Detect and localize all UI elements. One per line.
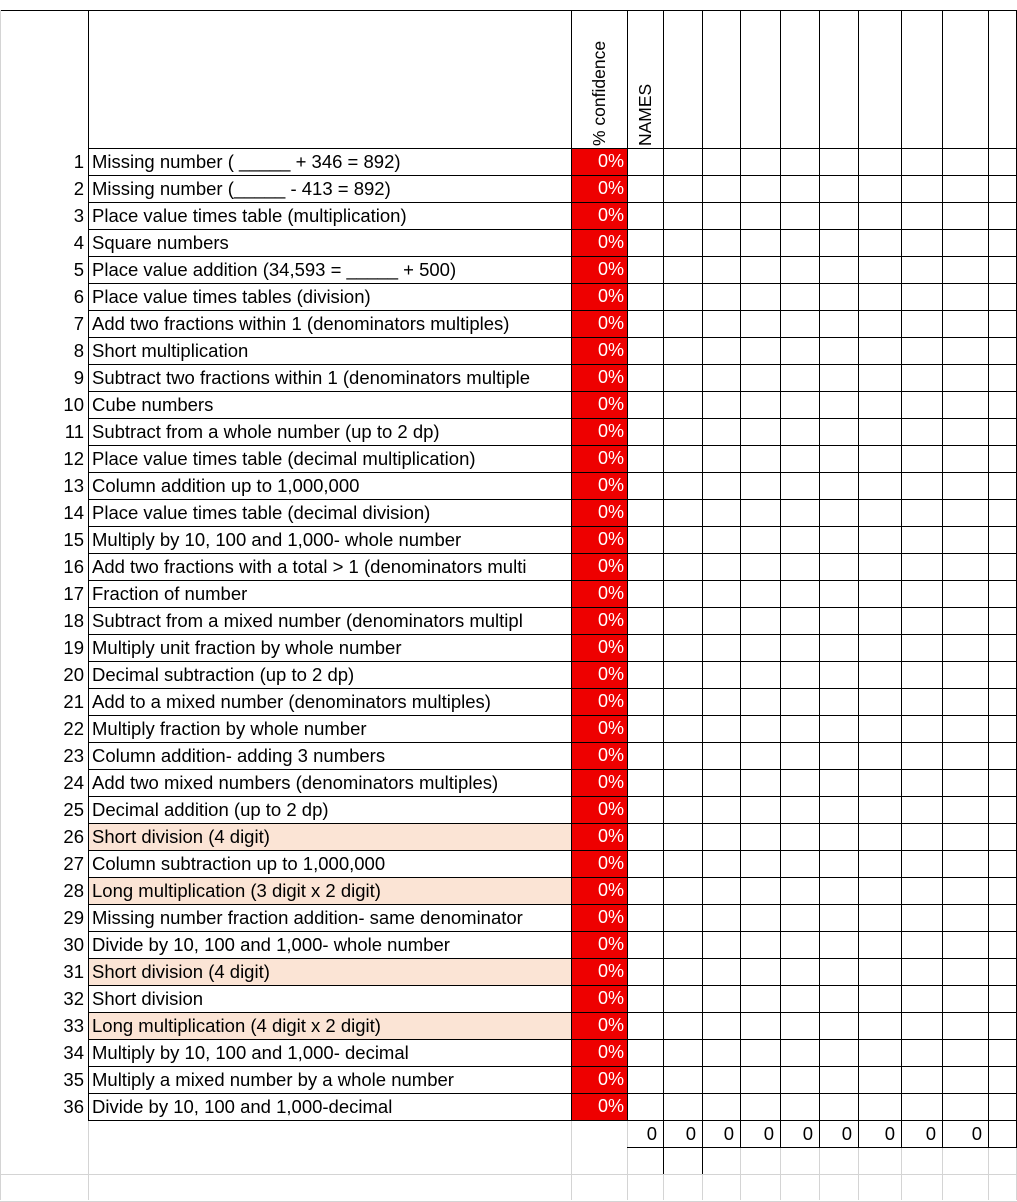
gridline [88, 364, 1017, 365]
confidence-cell[interactable]: 0% [571, 418, 627, 445]
row-number-cell[interactable]: 10 [63, 394, 84, 415]
row-number-cell[interactable]: 13 [63, 475, 84, 496]
confidence-cell[interactable]: 0% [571, 661, 627, 688]
confidence-cell[interactable]: 0% [571, 148, 627, 175]
gridline [819, 10, 820, 1121]
gridline [88, 715, 1017, 716]
gridline [627, 10, 628, 1121]
confidence-cell[interactable]: 0% [571, 499, 627, 526]
confidence-cell[interactable]: 0% [571, 769, 627, 796]
task-cell[interactable]: Add two fractions within 1 (denominators multiples) [92, 313, 510, 334]
confidence-cell[interactable]: 0% [571, 310, 627, 337]
confidence-cell[interactable]: 0% [571, 985, 627, 1012]
row-number-cell[interactable]: 9 [73, 367, 84, 388]
task-cell[interactable]: Fraction of number [92, 583, 248, 604]
gridline [858, 1120, 859, 1148]
task-cell[interactable]: Multiply by 10, 100 and 1,000- whole number [92, 529, 462, 550]
gridline [88, 337, 1017, 338]
gridline [88, 418, 1017, 419]
gridline [0, 10, 1017, 11]
row-number-cell[interactable]: 2 [73, 178, 84, 199]
task-cell[interactable]: Divide by 10, 100 and 1,000- whole number [92, 934, 450, 955]
confidence-cell[interactable]: 0% [571, 931, 627, 958]
confidence-cell[interactable]: 0% [571, 688, 627, 715]
total-cell[interactable]: 0 [646, 1123, 657, 1144]
row-number-cell[interactable]: 7 [73, 313, 84, 334]
gridline [88, 526, 1017, 527]
gridline [702, 1120, 703, 1148]
confidence-cell[interactable]: 0% [571, 796, 627, 823]
gridline [88, 607, 1017, 608]
gridline [88, 499, 1017, 500]
confidence-cell[interactable]: 0% [571, 634, 627, 661]
task-cell[interactable]: Place value times tables (division) [92, 286, 371, 307]
gridline [88, 175, 1017, 176]
confidence-cell[interactable]: 0% [571, 715, 627, 742]
gridline [88, 688, 1017, 689]
gridline [88, 1120, 1017, 1121]
task-cell[interactable]: Subtract two fractions within 1 (denominators multiple [92, 367, 531, 388]
row-number-cell[interactable]: 15 [63, 529, 84, 550]
total-cell[interactable]: 0 [685, 1123, 696, 1144]
header-confidence[interactable]: % confidence [589, 40, 609, 146]
gridline [88, 580, 1017, 581]
task-cell[interactable]: Add two fractions with a total > 1 (denominators multi [92, 556, 527, 577]
confidence-cell[interactable]: 0% [571, 742, 627, 769]
task-cell[interactable]: Cube numbers [92, 394, 214, 415]
task-cell[interactable]: Long multiplication (3 digit x 2 digit) [88, 877, 571, 904]
gridline [88, 958, 1017, 959]
confidence-cell[interactable]: 0% [571, 1093, 627, 1120]
row-number-cell[interactable]: 3 [73, 205, 84, 226]
gridline [88, 1120, 89, 1148]
gridline [740, 1120, 741, 1148]
row-number-cell[interactable]: 6 [73, 286, 84, 307]
row-number-cell[interactable]: 1 [73, 151, 84, 172]
gridline [663, 10, 664, 1121]
task-cell[interactable]: Decimal addition (up to 2 dp) [92, 799, 329, 820]
total-cell[interactable]: 0 [763, 1123, 774, 1144]
gridline [88, 769, 1017, 770]
confidence-cell[interactable]: 0% [571, 580, 627, 607]
gridline [663, 1147, 664, 1174]
row-number-cell[interactable]: 5 [73, 259, 84, 280]
gridline [88, 391, 1017, 392]
task-cell[interactable]: Multiply a mixed number by a whole number [92, 1069, 454, 1090]
row-number-cell[interactable]: 26 [63, 826, 84, 847]
confidence-cell[interactable]: 0% [571, 229, 627, 256]
gridline [88, 877, 1017, 878]
gridline [88, 850, 1017, 851]
gridline [88, 1012, 1017, 1013]
total-cell[interactable]: 0 [841, 1123, 852, 1144]
confidence-cell[interactable]: 0% [571, 607, 627, 634]
confidence-cell[interactable]: 0% [571, 877, 627, 904]
gridline [88, 283, 1017, 284]
task-cell[interactable]: Add two mixed numbers (denominators multiples) [92, 772, 499, 793]
gridline [780, 1120, 781, 1148]
gridline [88, 661, 1017, 662]
row-number-cell[interactable]: 21 [63, 691, 84, 712]
total-cell[interactable]: 0 [925, 1123, 936, 1144]
confidence-cell[interactable]: 0% [571, 391, 627, 418]
gridline [88, 256, 1017, 257]
confidence-cell[interactable]: 0% [571, 850, 627, 877]
task-cell[interactable]: Short division (4 digit) [88, 958, 571, 985]
confidence-cell[interactable]: 0% [571, 823, 627, 850]
row-number-cell[interactable]: 16 [63, 556, 84, 577]
total-cell[interactable]: 0 [723, 1123, 734, 1144]
confidence-cell[interactable]: 0% [571, 958, 627, 985]
gridline [88, 634, 1017, 635]
gridline [88, 985, 1017, 986]
confidence-cell[interactable]: 0% [571, 283, 627, 310]
gridline [88, 931, 1017, 932]
task-cell[interactable]: Subtract from a mixed number (denominators multipl [92, 610, 523, 631]
row-number-cell[interactable]: 14 [63, 502, 84, 523]
gridline [88, 229, 1017, 230]
gridline [88, 472, 1017, 473]
row-number-cell[interactable]: 24 [63, 772, 84, 793]
row-number-cell[interactable]: 19 [63, 637, 84, 658]
confidence-cell[interactable]: 0% [571, 445, 627, 472]
task-cell[interactable]: Long multiplication (4 digit x 2 digit) [88, 1012, 571, 1039]
confidence-cell[interactable]: 0% [571, 256, 627, 283]
row-number-cell[interactable]: 30 [63, 934, 84, 955]
row-number-cell[interactable]: 35 [63, 1069, 84, 1090]
task-cell[interactable]: Missing number ( _____ + 346 = 892) [92, 151, 401, 172]
gridline [88, 445, 1017, 446]
gridline [571, 1120, 572, 1148]
task-cell[interactable]: Column addition- adding 3 numbers [92, 745, 386, 766]
task-cell[interactable]: Missing number (_____ - 413 = 892) [92, 178, 391, 199]
header-names[interactable]: NAMES [635, 83, 655, 146]
confidence-cell[interactable]: 0% [571, 1066, 627, 1093]
row-number-cell[interactable]: 27 [63, 853, 84, 874]
gridline [88, 310, 1017, 311]
row-number-cell[interactable]: 18 [63, 610, 84, 631]
gridline [88, 1039, 1017, 1040]
gridline [942, 1120, 943, 1148]
task-cell[interactable]: Multiply fraction by whole number [92, 718, 367, 739]
task-cell[interactable]: Place value times table (multiplication) [92, 205, 407, 226]
row-number-cell[interactable]: 25 [63, 799, 84, 820]
gridline [571, 10, 572, 1121]
row-number-cell[interactable]: 20 [63, 664, 84, 685]
row-number-cell[interactable]: 11 [64, 421, 84, 442]
gridline [88, 823, 1017, 824]
gridline [942, 10, 943, 1121]
gridline [780, 10, 781, 1121]
row-number-cell[interactable]: 29 [63, 907, 84, 928]
task-cell[interactable]: Multiply by 10, 100 and 1,000- decimal [92, 1042, 409, 1063]
gridline [702, 1147, 703, 1174]
task-cell[interactable]: Place value times table (decimal division) [92, 502, 431, 523]
row-number-cell[interactable]: 22 [63, 718, 84, 739]
total-cell[interactable]: 0 [971, 1123, 982, 1144]
gridline [901, 10, 902, 1121]
row-number-cell[interactable]: 36 [63, 1096, 84, 1117]
confidence-cell[interactable]: 0% [571, 175, 627, 202]
task-cell[interactable]: Short division (4 digit) [88, 823, 571, 850]
task-cell[interactable]: Square numbers [92, 232, 229, 253]
confidence-cell[interactable]: 0% [571, 202, 627, 229]
gridline [0, 10, 1, 1148]
row-number-cell[interactable]: 8 [73, 340, 84, 361]
gridline [88, 796, 1017, 797]
row-number-cell[interactable]: 31 [63, 961, 84, 982]
confidence-cell[interactable]: 0% [571, 904, 627, 931]
task-cell[interactable]: Column subtraction up to 1,000,000 [92, 853, 386, 874]
gridline [88, 10, 89, 1121]
row-number-cell[interactable]: 28 [63, 880, 84, 901]
confidence-cell[interactable]: 0% [571, 1039, 627, 1066]
gridline [88, 1066, 1017, 1067]
gridline [627, 1147, 1017, 1148]
row-number-cell[interactable]: 12 [63, 448, 84, 469]
task-cell[interactable]: Divide by 10, 100 and 1,000-decimal [92, 1096, 393, 1117]
total-cell[interactable]: 0 [884, 1123, 895, 1144]
gridline [901, 1120, 902, 1148]
gridline [0, 1174, 1017, 1175]
confidence-cell[interactable]: 0% [571, 553, 627, 580]
gridline [858, 10, 859, 1121]
row-number-cell[interactable]: 4 [73, 232, 84, 253]
confidence-cell[interactable]: 0% [571, 337, 627, 364]
task-cell[interactable]: Short division [92, 988, 204, 1009]
row-number-cell[interactable]: 34 [63, 1042, 84, 1063]
confidence-cell[interactable]: 0% [571, 1012, 627, 1039]
confidence-cell[interactable]: 0% [571, 526, 627, 553]
task-cell[interactable]: Short multiplication [92, 340, 249, 361]
gridline [88, 1093, 1017, 1094]
row-number-cell[interactable]: 32 [63, 988, 84, 1009]
gridline [88, 742, 1017, 743]
gridline [88, 553, 1017, 554]
task-cell[interactable]: Subtract from a whole number (up to 2 dp) [92, 421, 440, 442]
confidence-cell[interactable]: 0% [571, 472, 627, 499]
task-cell[interactable]: Add to a mixed number (denominators multiples) [92, 691, 491, 712]
row-number-cell[interactable]: 23 [63, 745, 84, 766]
row-number-cell[interactable]: 17 [63, 583, 84, 604]
gridline [819, 1120, 820, 1148]
gridline [740, 10, 741, 1121]
confidence-cell[interactable]: 0% [571, 364, 627, 391]
row-number-cell[interactable]: 33 [63, 1015, 84, 1036]
task-cell[interactable]: Missing number fraction addition- same denominator [92, 907, 523, 928]
gridline [88, 148, 1017, 149]
gridline [88, 202, 1017, 203]
gridline [627, 1120, 628, 1148]
task-cell[interactable]: Column addition up to 1,000,000 [92, 475, 360, 496]
gridline [663, 1120, 664, 1148]
total-cell[interactable]: 0 [802, 1123, 813, 1144]
gridline [988, 1120, 989, 1148]
task-cell[interactable]: Multiply unit fraction by whole number [92, 637, 402, 658]
gridline [988, 10, 989, 1121]
gridline [702, 10, 703, 1121]
task-cell[interactable]: Place value times table (decimal multiplication) [92, 448, 476, 469]
task-cell[interactable]: Decimal subtraction (up to 2 dp) [92, 664, 355, 685]
task-cell[interactable]: Place value addition (34,593 = _____ + 500) [92, 259, 457, 280]
gridline [88, 904, 1017, 905]
